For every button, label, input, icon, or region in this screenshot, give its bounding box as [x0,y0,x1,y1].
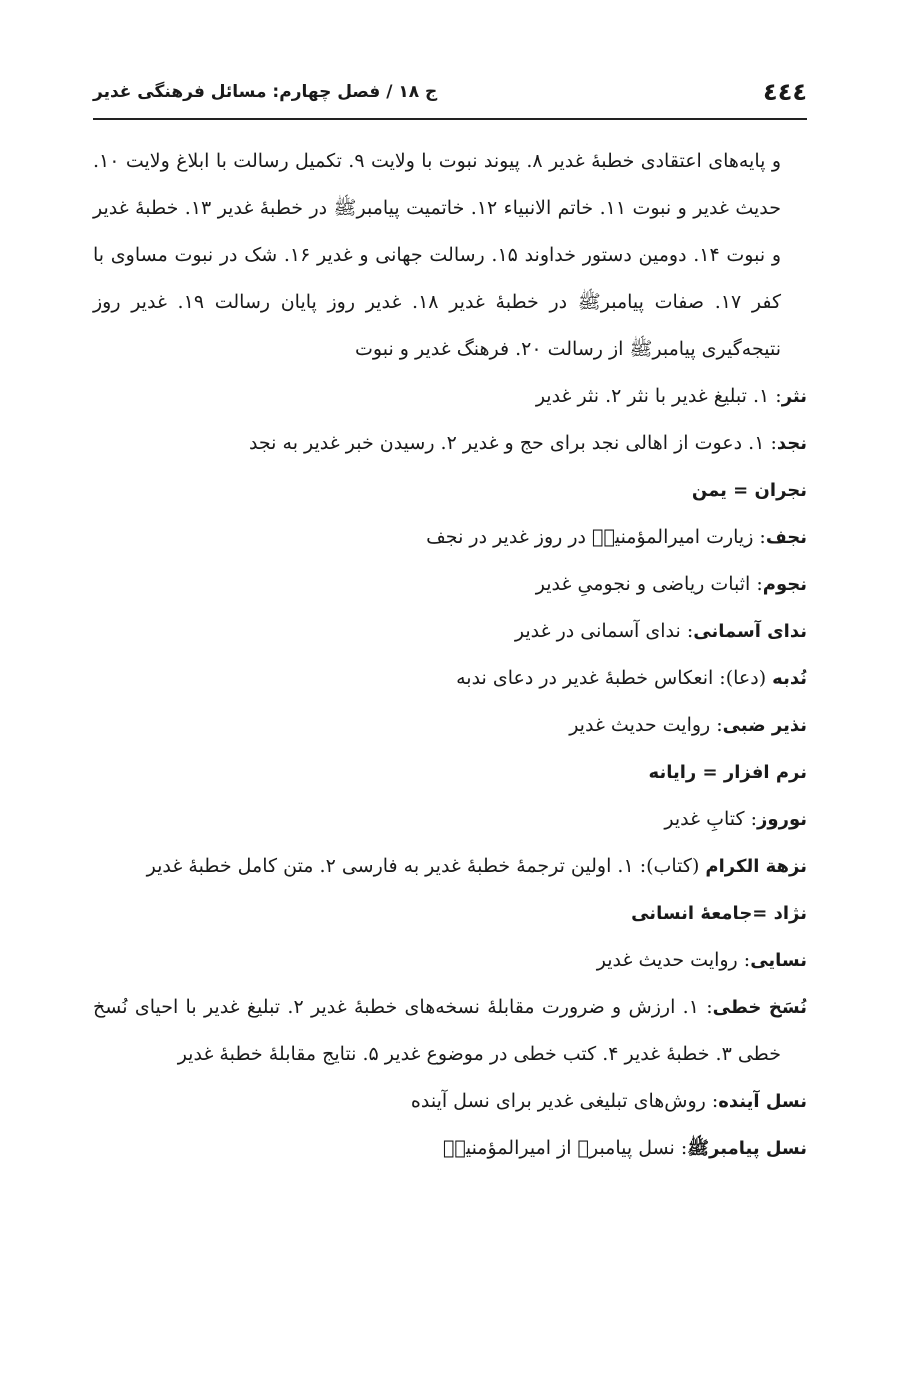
entry-term: نجف [765,527,807,548]
entry-term: نذیر ضبی [722,715,807,736]
index-crossref-narm-afzar: نرم افزار = رایانه [648,762,807,783]
entry-text: : کتابِ غدیر [664,808,758,830]
continuation-paragraph: و پایه‌های اعتقادی خطبهٔ غدیر ۸. پیوند نبوت با ولایت ۹. تکمیل رسالت با ابلاغ ولایت ۱۰. حدیث غدیر و نبوت ۱۱. خاتم الانبیاء ۱۲. خاتمیت پیامبرﷺ در خطبهٔ غدیر ۱۳. خطبهٔ غدیر و نبوت ۱۴. دومین دستور خداوند ۱۵. رسالت جهانی و غدیر ۱۶. شک در نبوت مساوی با کفر ۱۷. صفات پیامبرﷺ در خطبهٔ غدیر ۱۸. غدیر روز پایان رسالت ۱۹. غدیر روز نتیجه‌گیری پیامبرﷺ از رسالت ۲۰. فرهنگ غدیر و نبوت [93,150,782,360]
entry-text: (دعا): انعکاس خطبهٔ غدیر در دعای ندبه [456,667,773,689]
entry-term: نثر [781,386,807,407]
entry-text: : روش‌های تبلیغی غدیر برای نسل آینده [410,1090,719,1112]
entry-term: نسل پیامبرﷺ [687,1138,807,1159]
entry-term: نُدبه [772,668,807,689]
entry-text: : ۱. ارزش و ضرورت مقابلهٔ نسخه‌های خطبهٔ غدیر ۲. تبلیغ غدیر با احیای نُسخ خطی ۳. خطبهٔ غدیر ۴. کتب خطی در موضوع غدیر ۵. نتایج مقابلهٔ خطبهٔ غدیر [93,996,781,1065]
index-crossref-najran: نجران = یمن [691,480,807,501]
page-header [93,72,807,112]
index-entry-nesaei [93,937,807,984]
entry-text: : نسل پیامبرﷺ از امیرالمؤمنینؑ [443,1137,688,1159]
index-entry-najd [93,420,807,467]
entry-term: نجوم [762,574,807,595]
entry-term: نجد [776,433,807,454]
entry-term: نُسَخ خطی [712,997,807,1018]
index-entry-nowruz [93,796,807,843]
entry-term: ندای آسمانی [693,621,807,642]
index-entry-nodbe [93,655,807,702]
entry-text: : روایت حدیث غدیر [596,949,751,971]
header-rule [93,118,807,120]
index-content [93,138,807,1172]
index-entry-nedaye-asemani [93,608,807,655]
entry-text: : اثبات ریاضی و نجومیِ غدیر [535,573,763,595]
entry-text: : زیارت امیرالمؤمنینؑ در روز غدیر در نجف [426,526,766,548]
index-entry-nasl-payambar [93,1125,807,1172]
entry-text: : ندای آسمانی در غدیر [514,620,694,642]
entry-text: : ۱. تبلیغ غدیر با نثر ۲. نثر غدیر [535,385,782,407]
entry-text: (کتاب): ۱. اولین ترجمهٔ خطبهٔ غدیر به فارسی ۲. متن کامل خطبهٔ غدیر [146,855,706,877]
index-entry-nozhat-alkeram [93,843,807,890]
entry-term: نوروز [757,809,807,830]
running-title: ج ۱۸ / فصل چهارم: مسائل فرهنگی غدیر [93,82,438,102]
index-crossref-nezhad: نژاد =جامعهٔ انسانی [631,903,807,924]
index-entry-nosakh-khatti [93,984,807,1078]
entry-term: نسایی [750,950,807,971]
entry-text: : ۱. دعوت از اهالی نجد برای حج و غدیر ۲. رسیدن خبر غدیر به نجد [248,432,777,454]
page-number: ٤٤٤ [763,78,807,106]
entry-term: نزهة الکرام [705,856,807,877]
index-entry-najaf [93,514,807,561]
index-entry-nasr [93,373,807,420]
entry-text: : روایت حدیث غدیر [569,714,723,736]
index-entry-nojum [93,561,807,608]
index-entry-nazir-zabbi [93,702,807,749]
index-entry-nasl-ayande [93,1078,807,1125]
entry-term: نسل آینده [718,1091,807,1112]
